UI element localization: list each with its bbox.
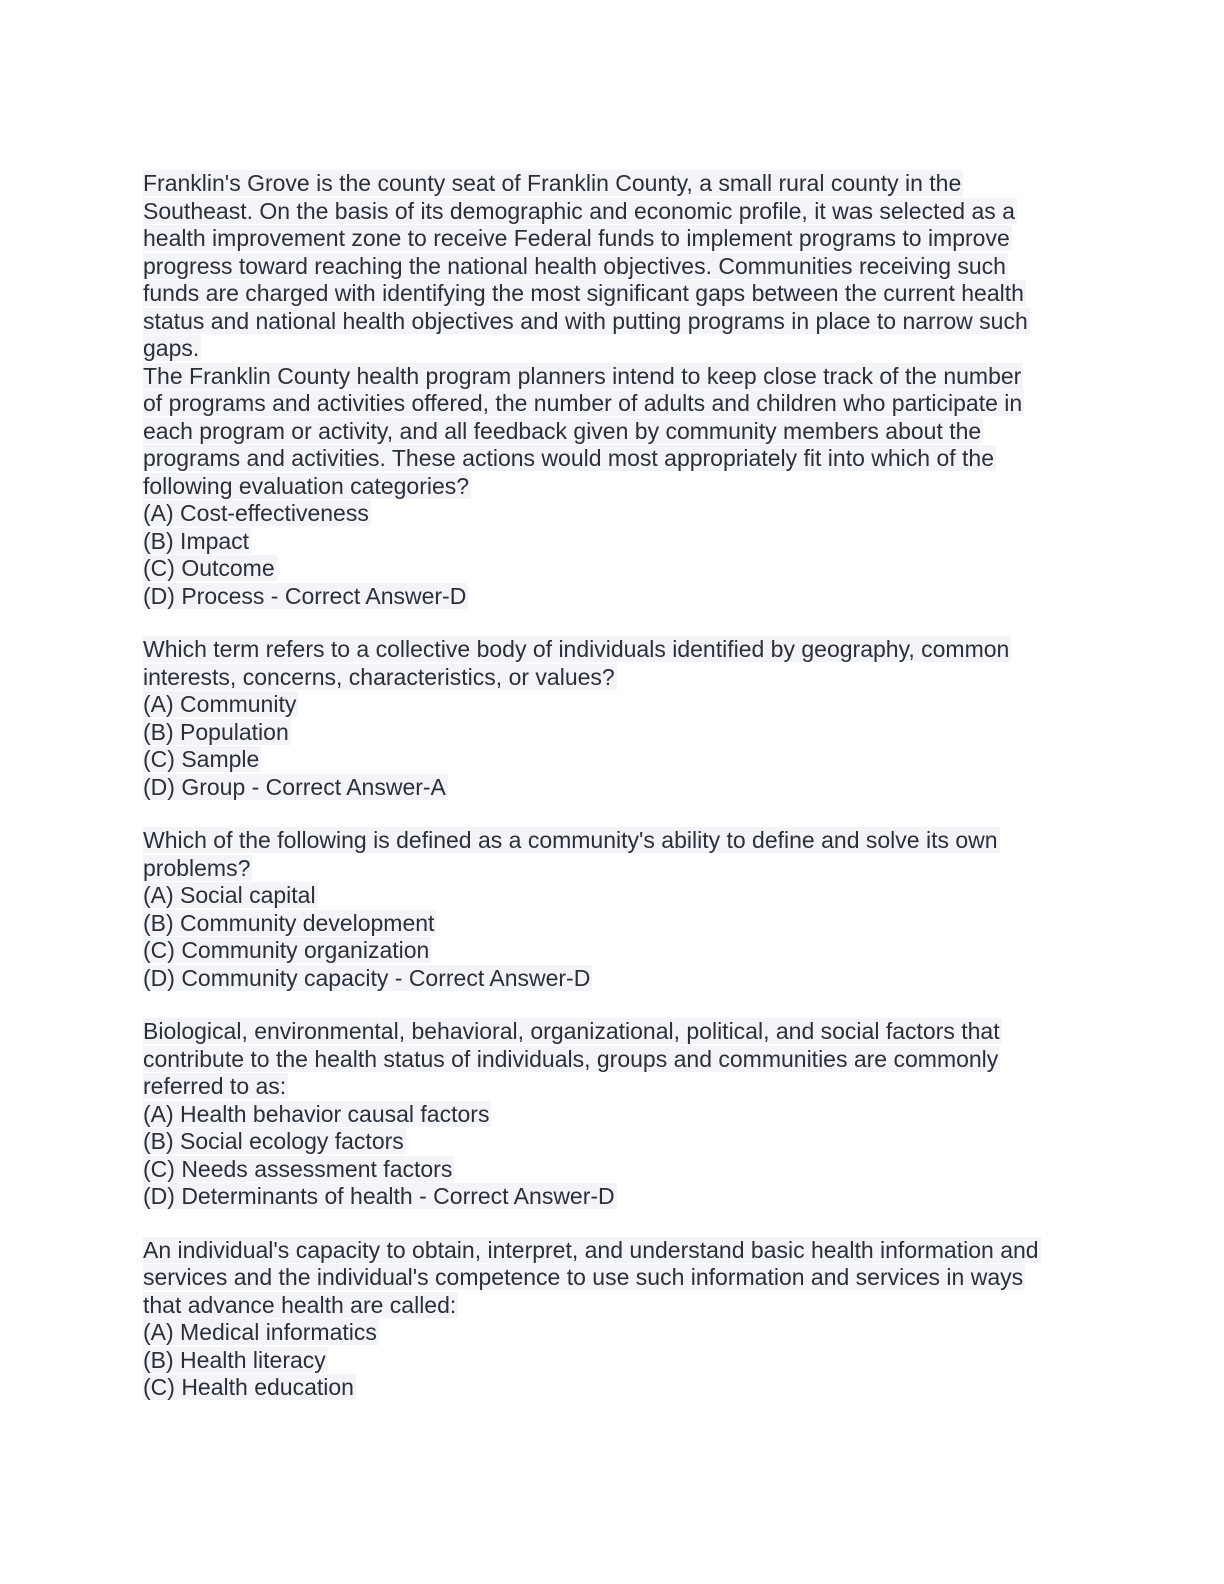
text-line: that advance health are called: xyxy=(143,1291,457,1318)
paragraph-spacer xyxy=(143,610,1083,636)
text-line: programs and activities. These actions would most appropriately fit into which of the xyxy=(143,445,994,471)
question-block xyxy=(143,1237,1083,1402)
text-line: Which term refers to a collective body of individuals identified by geography, common xyxy=(143,636,1010,662)
answer-option: (C) Sample xyxy=(143,746,260,772)
answer-option: (B) Social ecology factors xyxy=(143,1128,404,1154)
text-line: Which of the following is defined as a community's ability to define and solve its own xyxy=(143,827,998,853)
text-line: services and the individual's competence to use such information and services in ways xyxy=(143,1264,1024,1290)
text-line: of programs and activities offered, the number of adults and children who participate in xyxy=(143,390,1023,416)
text-line: funds are charged with identifying the most significant gaps between the current health xyxy=(143,280,1024,306)
text-line: The Franklin County health program planners intend to keep close track of the number xyxy=(143,362,1022,389)
answer-option: (C) Community organization xyxy=(143,937,430,963)
answer-option: (D) Determinants of health - Correct Answer-D xyxy=(143,1183,615,1209)
document-page xyxy=(143,170,1083,1402)
answer-option: (B) Community development xyxy=(143,909,435,936)
answer-option: (D) Community capacity - Correct Answer-D xyxy=(143,964,591,991)
text-line: An individual's capacity to obtain, interpret, and understand basic health information and xyxy=(143,1236,1039,1263)
question-block xyxy=(143,170,1083,610)
text-line: following evaluation categories? xyxy=(143,472,470,499)
answer-option: (C) Needs assessment factors xyxy=(143,1155,453,1182)
text-line: status and national health objectives and with putting programs in place to narrow such xyxy=(143,307,1028,334)
answer-option: (B) Impact xyxy=(143,527,250,554)
paragraph-spacer xyxy=(143,992,1083,1018)
text-line: progress toward reaching the national health objectives. Communities receiving such xyxy=(143,252,1006,279)
answer-option: (A) Cost-effectiveness xyxy=(143,500,369,526)
text-line: referred to as: xyxy=(143,1073,287,1099)
text-line: gaps. xyxy=(143,335,200,361)
text-line: health improvement zone to receive Federal funds to implement programs to improve xyxy=(143,225,1010,251)
text-line: each program or activity, and all feedback given by community members about the xyxy=(143,417,982,444)
answer-option: (A) Social capital xyxy=(143,882,316,908)
question-block xyxy=(143,1018,1083,1211)
answer-option: (A) Medical informatics xyxy=(143,1319,377,1345)
answer-option: (A) Community xyxy=(143,691,297,717)
paragraph-spacer xyxy=(143,801,1083,827)
paragraph-spacer xyxy=(143,1211,1083,1237)
answer-option: (C) Outcome xyxy=(143,555,275,581)
text-line: Southeast. On the basis of its demographic and economic profile, it was selected as a xyxy=(143,197,1015,224)
text-line: contribute to the health status of individuals, groups and communities are commonly xyxy=(143,1045,999,1072)
text-line: Franklin's Grove is the county seat of Franklin County, a small rural county in the xyxy=(143,170,962,196)
answer-option: (A) Health behavior causal factors xyxy=(143,1100,490,1127)
answer-option: (D) Group - Correct Answer-A xyxy=(143,773,446,800)
answer-option: (C) Health education xyxy=(143,1374,354,1400)
question-block xyxy=(143,636,1083,801)
text-line: interests, concerns, characteristics, or values? xyxy=(143,663,615,690)
answer-option: (D) Process - Correct Answer-D xyxy=(143,582,467,609)
answer-option: (B) Population xyxy=(143,718,289,745)
text-line: problems? xyxy=(143,854,251,881)
question-block xyxy=(143,827,1083,992)
answer-option: (B) Health literacy xyxy=(143,1346,326,1373)
text-line: Biological, environmental, behavioral, organizational, political, and social factors that xyxy=(143,1018,1000,1044)
